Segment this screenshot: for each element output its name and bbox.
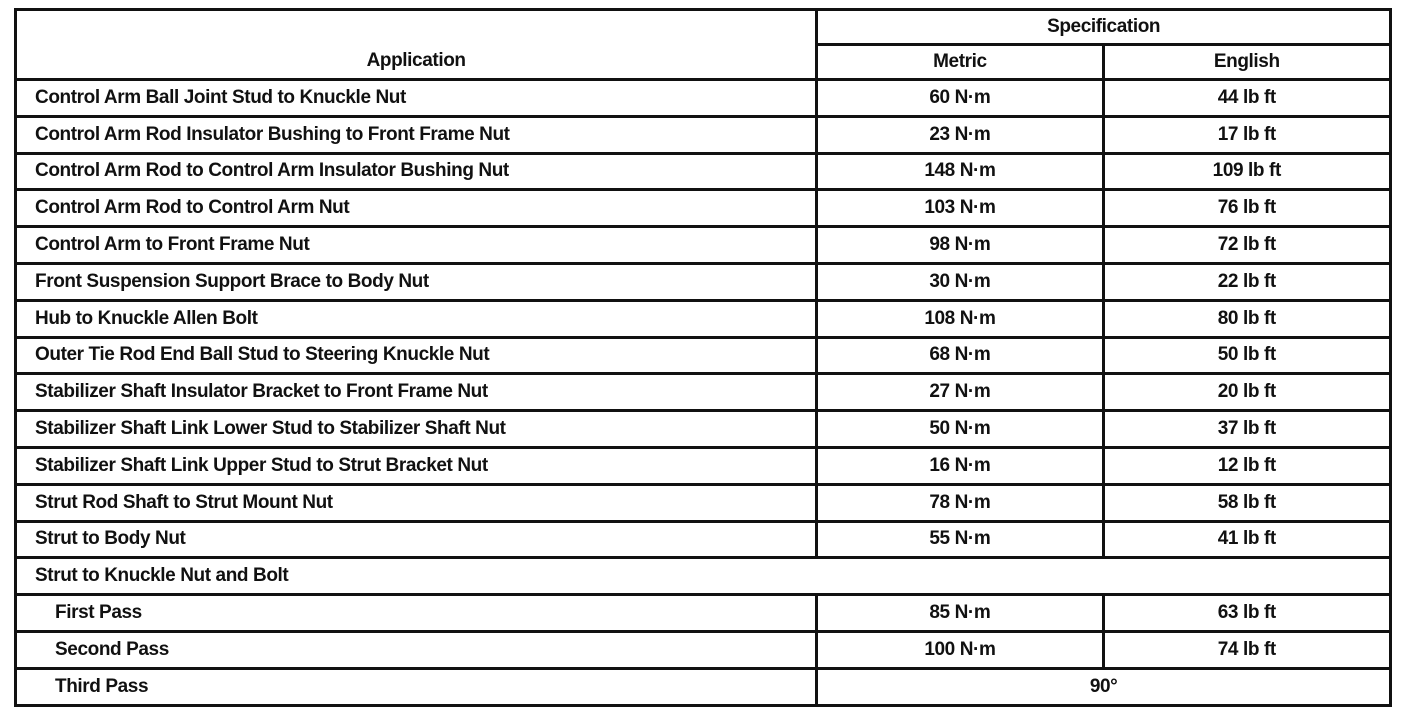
metric-cell: 103 N·m (817, 190, 1103, 227)
metric-cell: 148 N·m (817, 153, 1103, 190)
header-row (16, 10, 1391, 45)
english-cell: 76 lb ft (1103, 190, 1390, 227)
table-row (16, 80, 1391, 117)
english-cell: 74 lb ft (1103, 631, 1390, 668)
table-row (16, 521, 1391, 558)
table-row (16, 300, 1391, 337)
application-cell: Stabilizer Shaft Insulator Bracket to Front Frame Nut (16, 374, 817, 411)
torque-spec-table (14, 8, 1392, 707)
table-body (16, 80, 1391, 706)
metric-cell: 23 N·m (817, 116, 1103, 153)
application-cell: Strut to Body Nut (16, 521, 817, 558)
application-cell: Second Pass (16, 631, 817, 668)
application-group-cell: Strut to Knuckle Nut and Bolt (16, 558, 1391, 595)
english-cell: 44 lb ft (1103, 80, 1390, 117)
english-cell: 50 lb ft (1103, 337, 1390, 374)
metric-cell: 108 N·m (817, 300, 1103, 337)
application-cell: First Pass (16, 595, 817, 632)
metric-cell: 50 N·m (817, 411, 1103, 448)
metric-cell: 16 N·m (817, 447, 1103, 484)
application-cell: Control Arm Ball Joint Stud to Knuckle Nut (16, 80, 817, 117)
table-row (16, 668, 1391, 705)
metric-cell: 98 N·m (817, 227, 1103, 264)
application-cell: Control Arm Rod Insulator Bushing to Front Frame Nut (16, 116, 817, 153)
english-cell: 41 lb ft (1103, 521, 1390, 558)
metric-cell: 78 N·m (817, 484, 1103, 521)
application-cell: Strut Rod Shaft to Strut Mount Nut (16, 484, 817, 521)
table-row (16, 337, 1391, 374)
english-header: English (1103, 45, 1390, 80)
application-cell: Stabilizer Shaft Link Upper Stud to Strut Bracket Nut (16, 447, 817, 484)
combined-spec-cell: 90° (817, 668, 1391, 705)
table-row (16, 484, 1391, 521)
table-row (16, 558, 1391, 595)
application-cell: Front Suspension Support Brace to Body Nut (16, 263, 817, 300)
english-cell: 12 lb ft (1103, 447, 1390, 484)
metric-cell: 85 N·m (817, 595, 1103, 632)
english-cell: 17 lb ft (1103, 116, 1390, 153)
table-row (16, 447, 1391, 484)
application-cell: Third Pass (16, 668, 817, 705)
table-row (16, 595, 1391, 632)
application-cell: Hub to Knuckle Allen Bolt (16, 300, 817, 337)
english-cell: 109 lb ft (1103, 153, 1390, 190)
table-row (16, 263, 1391, 300)
table-row (16, 374, 1391, 411)
table-row (16, 116, 1391, 153)
table-row (16, 190, 1391, 227)
table-row (16, 631, 1391, 668)
metric-cell: 68 N·m (817, 337, 1103, 374)
table-row (16, 227, 1391, 264)
english-cell: 63 lb ft (1103, 595, 1390, 632)
metric-cell: 27 N·m (817, 374, 1103, 411)
application-cell: Outer Tie Rod End Ball Stud to Steering Knuckle Nut (16, 337, 817, 374)
english-cell: 72 lb ft (1103, 227, 1390, 264)
application-header: Application (16, 10, 817, 80)
english-cell: 20 lb ft (1103, 374, 1390, 411)
application-cell: Control Arm to Front Frame Nut (16, 227, 817, 264)
specification-header: Specification (817, 10, 1391, 45)
english-cell: 58 lb ft (1103, 484, 1390, 521)
metric-cell: 55 N·m (817, 521, 1103, 558)
application-cell: Stabilizer Shaft Link Lower Stud to Stabilizer Shaft Nut (16, 411, 817, 448)
table-row (16, 411, 1391, 448)
english-cell: 37 lb ft (1103, 411, 1390, 448)
english-cell: 80 lb ft (1103, 300, 1390, 337)
application-cell: Control Arm Rod to Control Arm Nut (16, 190, 817, 227)
metric-header: Metric (817, 45, 1103, 80)
application-cell: Control Arm Rod to Control Arm Insulator Bushing Nut (16, 153, 817, 190)
table-row (16, 153, 1391, 190)
metric-cell: 30 N·m (817, 263, 1103, 300)
metric-cell: 100 N·m (817, 631, 1103, 668)
english-cell: 22 lb ft (1103, 263, 1390, 300)
metric-cell: 60 N·m (817, 80, 1103, 117)
